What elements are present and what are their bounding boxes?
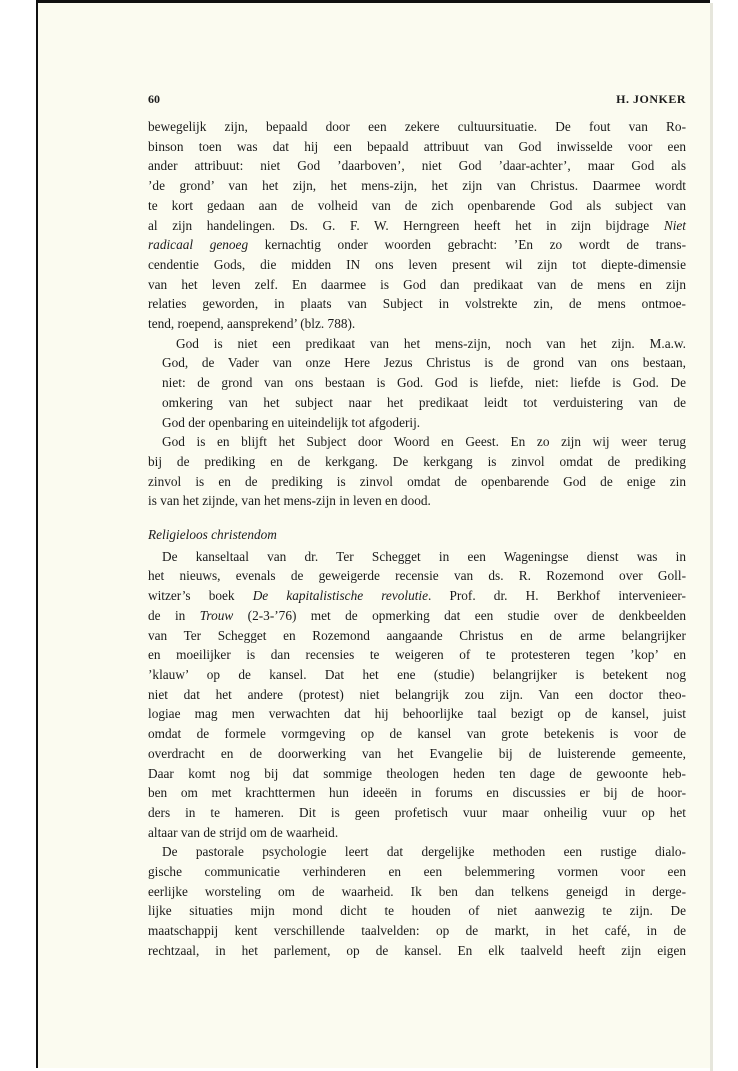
- text-line: De kanseltaal van dr. Ter Schegget in een Wageningse dienst was in: [162, 548, 686, 564]
- text-line: rechtzaal, in het parlement, op de kansel. En elk taalveld heeft zijn eigen: [148, 942, 686, 958]
- text-line: cendentie Gods, die midden IN ons leven present wil zijn tot diepte-dimensie: [148, 256, 686, 272]
- text-fragment: (2-3-’76) met de opmerking dat een studie over de denkbeelden: [233, 607, 687, 623]
- book-page: [36, 0, 710, 1068]
- text-line: het nieuws, evenals de geweigerde recensie van ds. R. Rozemond over Goll-: [148, 568, 686, 584]
- text-line: niet: de grond van ons bestaan is God. God is liefde, niet: liefde is God. De: [162, 375, 686, 391]
- text-line: ben om met krachttermen hun ideeën in forums en discussies er bij de hoor-: [148, 785, 686, 801]
- paragraph-5: [148, 842, 686, 960]
- text-line: zinvol is en de prediking is zinvol omdat de openbarende God de enige zin: [148, 473, 686, 489]
- text-line: logiae mag men verwachten dat hij behoorlijke taal bezigt op de kansel, juist: [148, 706, 686, 722]
- text-line: altaar van de strijd om de waarheid.: [148, 824, 339, 840]
- text-line-with-title: [148, 586, 686, 606]
- text-line: van het leven zelf. En daarmee is God dan predikaat van de mens en zijn: [148, 276, 686, 292]
- page-body: [148, 117, 686, 961]
- text-line: omdat de formele vormgeving op de kansel van grote betekenis is voor de: [148, 726, 686, 742]
- text-fragment: kernachtig onder woorden gebracht: ’En zo wordt de trans-: [248, 237, 687, 253]
- text-line: Daar komt nog bij dat sommige theologen heden ten dage de gewoonte heb-: [148, 765, 686, 781]
- text-line: ’de grond’ van het zijn, het mens-zijn, het zijn van Christus. Daarmee wordt: [148, 178, 686, 194]
- text-line: relaties geworden, in plaats van Subject in volstrekte zin, de mens ontmoe-: [148, 296, 686, 312]
- text-line-with-title: [148, 216, 686, 236]
- text-line: en moeilijker is dan recensies te weigeren of te protesteren tegen ’kop’ en: [148, 647, 686, 663]
- paragraph-3: [148, 432, 686, 511]
- text-line: [148, 235, 686, 255]
- text-line: tend, roepend, aansprekend’ (blz. 788).: [148, 316, 356, 332]
- text-line: ander attribuut: niet God ’daarboven’, niet God ’daar-achter’, maar God als: [148, 158, 686, 174]
- text-line: niet dat het andere (protest) niet belangrijk zou zijn. Van een doctor theo-: [148, 686, 686, 702]
- text-line: omkering van het subject naar het predikaat leidt tot verduistering van de: [162, 394, 686, 410]
- text-line: God is en blijft het Subject door Woord en Geest. En zo zijn wij weer terug: [162, 434, 686, 450]
- text-line: ders in te hameren. Dit is geen profetisch vuur maar onheilig vuur op het: [148, 804, 686, 820]
- italic-title: Niet: [663, 217, 686, 233]
- text-line: eerlijke worsteling om de waarheid. Ik ben dan telkens geneigd in derge-: [148, 883, 686, 899]
- text-line: is van het zijnde, van het mens-zijn in leven en dood.: [148, 493, 431, 509]
- text-line: God der openbaring en uiteindelijk tot afgoderij.: [162, 414, 421, 430]
- running-head-author: H. JONKER: [616, 92, 686, 106]
- page-number: 60: [148, 92, 160, 106]
- paragraph-2: [148, 334, 686, 433]
- section-heading: Religieloos christendom: [148, 527, 277, 543]
- text-line: De pastorale psychologie leert dat dergelijke methoden een rustige dialo-: [162, 844, 686, 860]
- text-line: binson toen was dat hij een bepaald attribuut van God inwisselde voor een: [148, 138, 686, 154]
- text-line-with-title: [148, 606, 686, 626]
- italic-title-cont: radicaal genoeg: [148, 237, 249, 253]
- text-line: lijke situaties mijn mond dicht te houden of niet aanwezig te zijn. De: [148, 903, 686, 919]
- text-line: God is niet een predikaat van het mens-zijn, noch van het zijn. M.a.w.: [176, 335, 686, 351]
- text-fragment: witzer’s boek: [148, 588, 235, 604]
- text-fragment: al zijn handelingen. Ds. G. F. W. Herngreen heeft het in zijn bijdrage: [148, 217, 650, 233]
- text-line: ’klauw’ op de kansel. Dat het ene (studie) belangrijker is betekent nog: [148, 666, 686, 682]
- text-line: te kort gedaan aan de volheid van de zich openbarende God als subject van: [148, 197, 686, 213]
- paragraph-1: [148, 117, 686, 334]
- text-line: bij de prediking en de kerkgang. De kerkgang is zinvol omdat de prediking: [148, 453, 686, 469]
- text-line: overdracht en de doorwerking van het Evangelie bij de luisterende gemeente,: [148, 745, 686, 761]
- text-fragment: de in: [148, 607, 186, 623]
- text-line: God, de Vader van onze Here Jezus Christus is de grond van ons bestaan,: [162, 355, 686, 371]
- newspaper-title: Trouw: [199, 607, 234, 623]
- text-line: van Ter Schegget en Rozemond aangaande Christus en de arme belangrijker: [148, 627, 686, 643]
- paragraph-4: [148, 547, 686, 843]
- text-fragment: . Prof. dr. H. Berkhof intervenieer-: [428, 588, 686, 604]
- text-line: maatschappij kent verschillende taalvelden: op de markt, in het café, in de: [148, 923, 686, 939]
- text-line: bewegelijk zijn, bepaald door een zekere cultuursituatie. De fout van Ro-: [148, 119, 686, 134]
- text-line: gische communicatie verhinderen en een belemmering vormen voor een: [148, 864, 686, 880]
- book-title: De kapitalistische revolutie: [252, 588, 429, 604]
